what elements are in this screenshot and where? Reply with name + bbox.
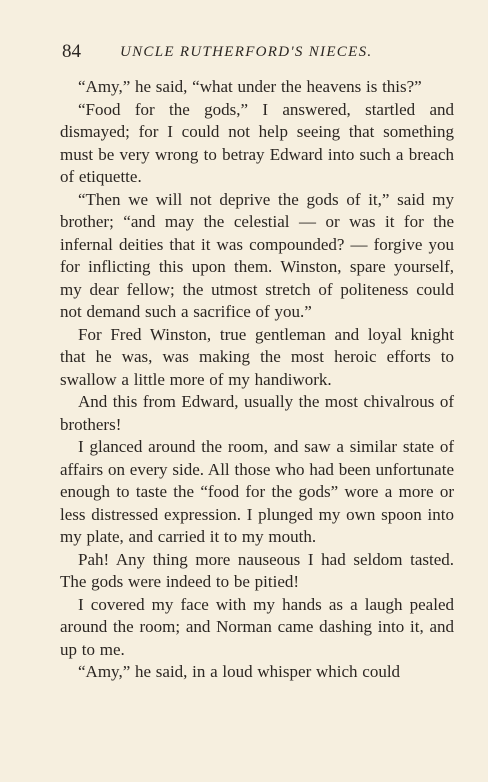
paragraph: I glanced around the room, and saw a similar state of affairs on every side. All those who had been unfortunate enough to taste the “food for the gods” wore a more or less distressed expression. I plunged my own spoon into my plate, and carried it to my mouth. <box>60 437 454 546</box>
body-text <box>60 76 454 684</box>
paragraph: I covered my face with my hands as a laugh pealed around the room; and Norman came dashing into it, and up to me. <box>60 594 454 659</box>
paragraph: “Amy,” he said, “what under the heavens is this?” <box>78 77 422 96</box>
paragraph: For Fred Winston, true gentleman and loyal knight that he was, was making the most heroic efforts to swallow a little more of my handiwork. <box>60 324 454 389</box>
paragraph: And this from Edward, usually the most chivalrous of brothers! <box>60 392 454 434</box>
page-number: 84 <box>62 41 81 62</box>
paragraph: Pah! Any thing more nauseous I had seldom tasted. The gods were indeed to be pitied! <box>60 549 454 591</box>
running-title: UNCLE RUTHERFORD'S NIECES. <box>120 44 373 60</box>
paragraph: “Food for the gods,” I answered, startled and dismayed; for I could not help seeing that something must be very wrong to betray Edward into such a breach of etiquette. <box>60 99 454 186</box>
page-header <box>62 40 442 64</box>
paragraph: “Amy,” he said, in a loud whisper which could <box>78 662 401 681</box>
paragraph: “Then we will not deprive the gods of it,” said my brother; “and may the celestial — or was it for the infernal deities that it was compounded? — forgive you for inflicting this upon them. Winston, spare yourself, my dear fellow; the utmost stretch of politeness could not demand such a sacrifice of you.” <box>60 189 454 321</box>
